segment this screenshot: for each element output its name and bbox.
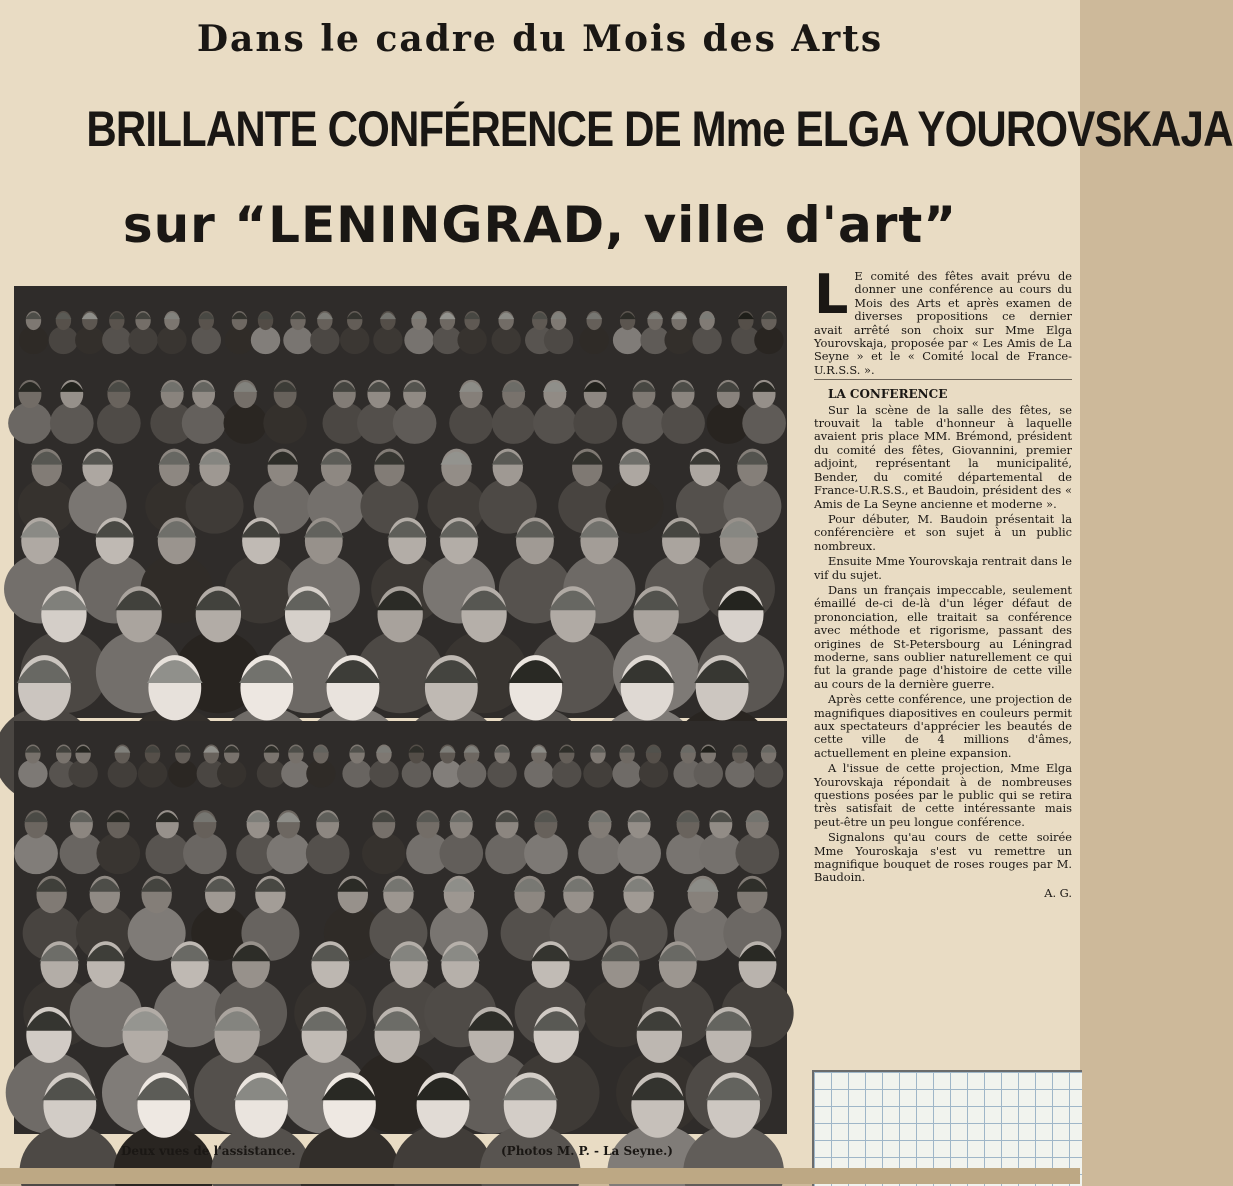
article-paragraph: Après cette conférence, une projection de magnifiques diapositives en couleurs permit aux spectateurs d'apprécier les beautés de cette ville de 4 millions d'âmes, actuellement en pleine expansion. xyxy=(814,692,1072,760)
sub-headline: sur “LENINGRAD, ville d'art” xyxy=(122,196,958,254)
article-intro-text: E comité des fêtes avait prévu de donner une conférence au cours du Mois des Arts et après examen de diverses propositions ce dernier avait arrêté son choix sur Mme Elga Yourovskaja, proposée par « Les Amis de La Seyne » et le « Comité local de France-U.R.S.S. ». xyxy=(814,269,1072,377)
article-paragraph: Sur la scène de la salle des fêtes, se trouvait la table d'honneur à laquelle avaient pris place MM. Brémond, président du comité des fêtes, Giovannini, premier adjoint, représentant la municipalité, Bender, du comité départemental de France-U.R.S.S., et Baudoin, président des « Amis de La Seyne ancienne et moderne ». xyxy=(814,402,1072,511)
article-paragraph: Ensuite Mme Yourovskaja rentrait dans le vif du sujet. xyxy=(814,554,1072,582)
audience-photo-bottom xyxy=(14,721,787,1134)
main-headline: BRILLANTE CONFÉRENCE DE Mme ELGA YOUROVSKAJA xyxy=(86,101,1233,157)
article-intro xyxy=(814,263,1072,377)
audience-photo-top-image xyxy=(14,286,787,718)
audience-photo-top xyxy=(14,286,787,718)
article-paragraph: A l'issue de cette projection, Mme Elga Yourovskaja répondait à de nombreuses questions posées par le public qui se retira très satisfait de cette intéressante mais peut-être un peu longue conférence. xyxy=(814,761,1072,829)
article-paragraph: Dans un français impeccable, seulement émaillé de-ci de-là d'un léger défaut de prononciation, elle traitait sa conférence avec méthode et rigorisme, passant des origines de St-Petersbourg au Léningrad moderne, sans oublier naturellement ce qui fut la grande page d'histoire de cette ville au cours de la dernière guerre. xyxy=(814,582,1072,691)
article-paragraph: Pour débuter, M. Baudoin présentait la conférencière et son sujet à un public nombreux. xyxy=(814,511,1072,553)
photo-credit: (Photos M. P. - La Seyne.) xyxy=(501,1144,673,1158)
section-heading: LA CONFERENCE xyxy=(814,379,1072,401)
article-paragraph: Signalons qu'au cours de cette soirée Mme Youroskaja s'est vu remettre un magnifique bouquet de roses rouges par M. Baudoin. xyxy=(814,830,1072,885)
kicker-headline: Dans le cadre du Mois des Arts xyxy=(196,18,884,60)
drop-cap: L xyxy=(814,263,849,326)
article-column xyxy=(814,263,1072,902)
article-signature: A. G. xyxy=(1044,885,1072,900)
clipping-edge xyxy=(0,1168,1080,1184)
audience-photo-bottom-image xyxy=(14,721,787,1134)
photo-caption: Deux vues de l'assistance. xyxy=(121,1144,296,1158)
